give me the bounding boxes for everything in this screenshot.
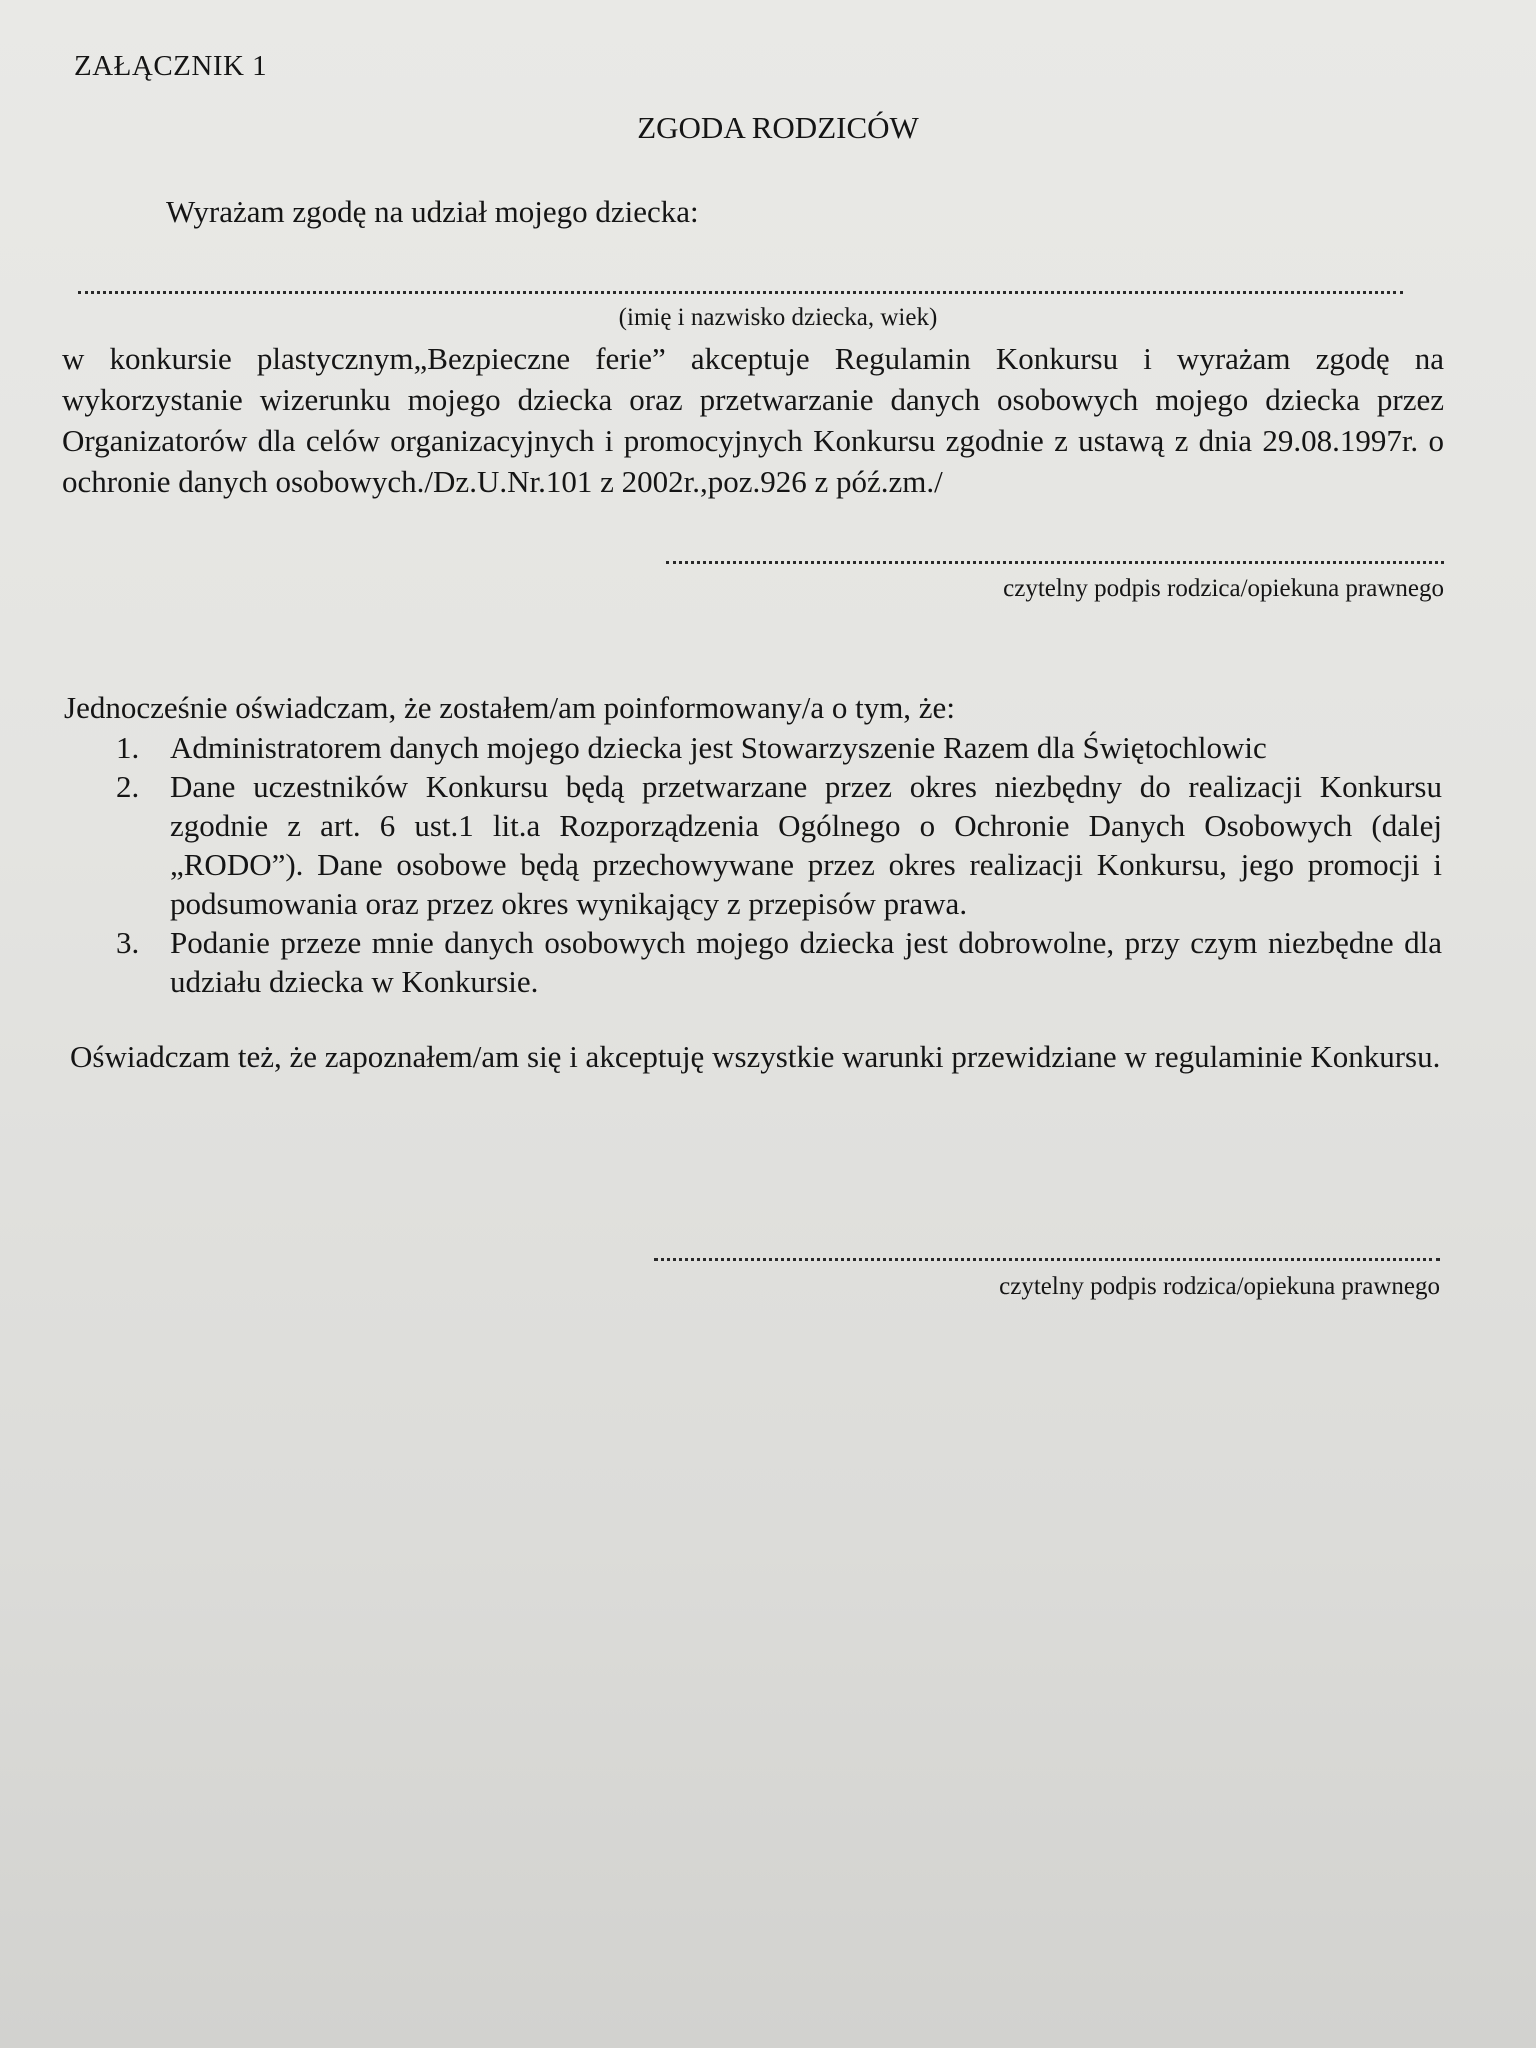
information-list	[110, 728, 1442, 1001]
list-item-text: Dane uczestników Konkursu będą przetwarzane przez okres niezbędny do realizacji Konkursu zgodnie z art. 6 ust.1 lit.a Rozporządzenia Ogólnego o Ochronie Danych Osobowych (dalej „RODO”). Dane osobowe będą przechowywane przez okres realizacji Konkursu, jego promocji i podsumowania oraz przez okres wynikający z przepisów prawa.	[170, 769, 1442, 921]
document-title: ZGODA RODZICÓW	[637, 110, 919, 145]
child-name-field[interactable]	[78, 291, 1403, 294]
signature-caption-2: czytelny podpis rodzica/opiekuna prawnego	[999, 1273, 1440, 1300]
list-item	[110, 767, 1442, 923]
list-item-number: 2.	[116, 769, 140, 804]
final-statement: Oświadczam też, że zapoznałem/am się i akceptuję wszystkie warunki przewidziane w regulaminie Konkursu.	[70, 1039, 1441, 1074]
attachment-label: ZAŁĄCZNIK 1	[74, 50, 268, 82]
list-item-number: 3.	[116, 925, 140, 960]
list-item	[110, 923, 1442, 1001]
statement-lead: Jednocześnie oświadczam, że zostałem/am poinformowany/a o tym, że:	[64, 690, 955, 725]
consent-paragraph: w konkursie plastycznym„Bezpieczne ferie” akceptuje Regulamin Konkursu i wyrażam zgodę na wykorzystanie wizerunku mojego dziecka oraz przetwarzanie danych osobowych mojego dziecka przez Organizatorów dla celów organizacyjnych i promocyjnych Konkursu zgodnie z ustawą z dnia 29.08.1997r. o ochronie danych osobowych./Dz.U.Nr.101 z 2002r.,poz.926 z póź.zm./	[62, 341, 1444, 499]
child-field-caption: (imię i nazwisko dziecka, wiek)	[618, 304, 938, 331]
list-item-text: Podanie przeze mnie danych osobowych mojego dziecka jest dobrowolne, przy czym niezbędne dla udziału dziecka w Konkursie.	[170, 925, 1442, 999]
intro-text: Wyrażam zgodę na udział mojego dziecka:	[166, 194, 699, 229]
list-item	[110, 728, 1442, 767]
signature-line-2[interactable]	[654, 1258, 1440, 1261]
signature-caption-1: czytelny podpis rodzica/opiekuna prawnego	[1003, 575, 1444, 602]
signature-line-1[interactable]	[666, 561, 1444, 564]
list-item-text: Administratorem danych mojego dziecka jest Stowarzyszenie Razem dla Świętochlowic	[170, 730, 1267, 765]
list-item-number: 1.	[116, 730, 140, 765]
